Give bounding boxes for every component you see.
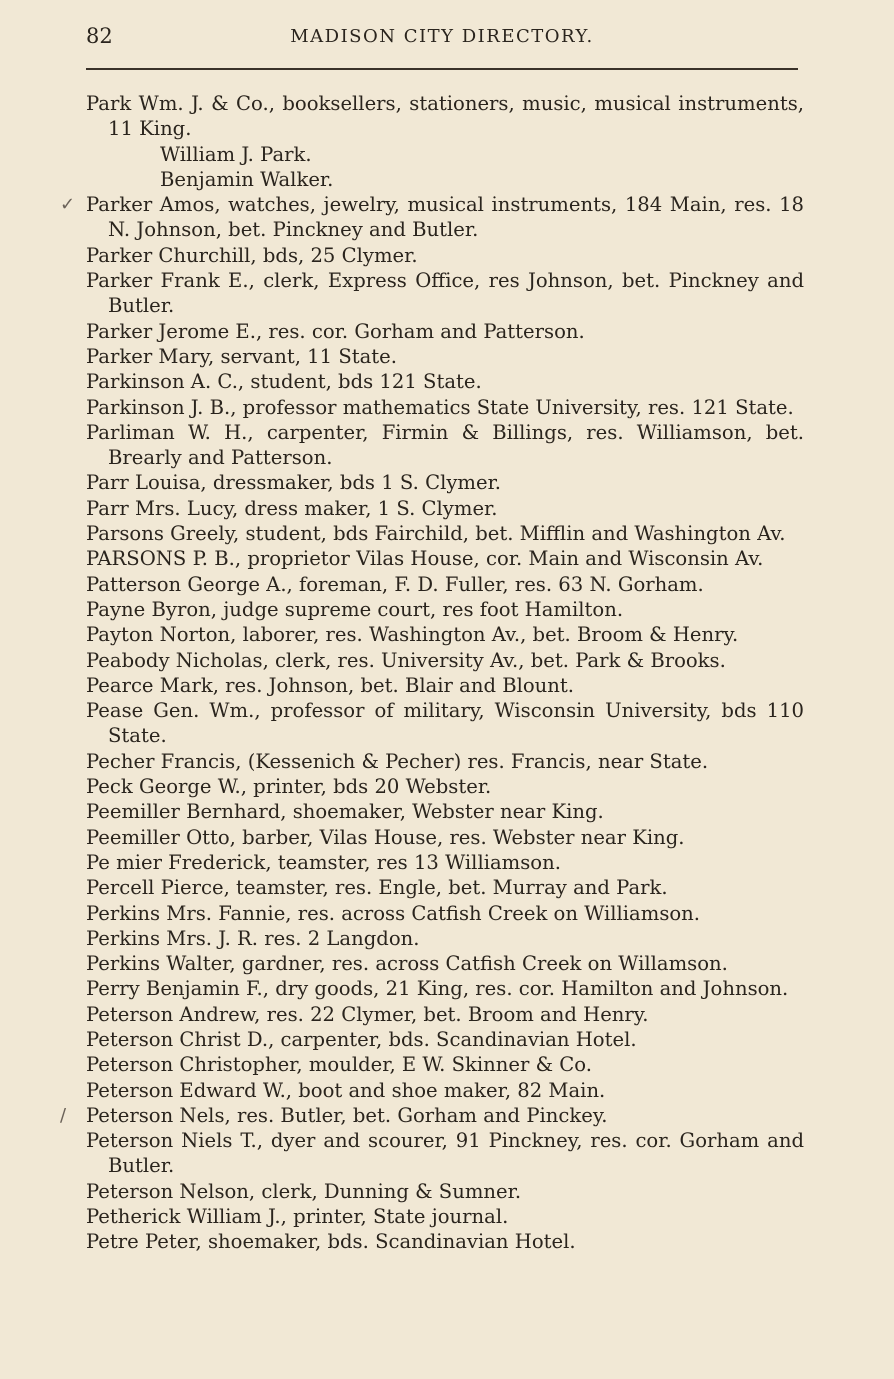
entry-text: Payne Byron, judge supreme court, res foot Hamilton.	[86, 597, 624, 621]
directory-entry	[86, 673, 804, 698]
directory-entry	[86, 1078, 804, 1103]
directory-entry	[86, 597, 804, 622]
directory-entry	[86, 344, 804, 369]
directory-entry	[86, 470, 804, 495]
directory-entry	[86, 369, 804, 394]
directory-entry	[86, 395, 804, 420]
directory-entry	[86, 1002, 804, 1027]
entry-text: Peterson Andrew, res. 22 Clymer, bet. Broom and Henry.	[86, 1002, 649, 1026]
entry-text: Percell Pierce, teamster, res. Engle, bet. Murray and Park.	[86, 876, 668, 900]
entry-text: Parr Louisa, dressmaker, bds 1 S. Clymer.	[86, 471, 502, 495]
entry-text: Pearce Mark, res. Johnson, bet. Blair and Blount.	[86, 673, 575, 697]
entry-text: Parr Mrs. Lucy, dress maker, 1 S. Clymer.	[86, 496, 498, 520]
entry-text: Parkinson A. C., student, bds 121 State.	[86, 370, 482, 394]
entry-text: Pease Gen. Wm., professor of military, Wisconsin University, bds 110 State.	[86, 699, 804, 748]
entry-text: Pecher Francis, (Kessenich & Pecher) res. Francis, near State.	[86, 749, 709, 773]
directory-entry	[86, 951, 804, 976]
directory-entry	[86, 1128, 804, 1179]
entry-text: Payton Norton, laborer, res. Washington Av., bet. Broom & Henry.	[86, 623, 739, 647]
directory-entry	[86, 572, 804, 597]
directory-entry	[86, 268, 804, 319]
directory-entry	[86, 319, 804, 344]
entry-text: Peterson Nels, res. Butler, bet. Gorham and Pinckey.	[86, 1103, 608, 1127]
entry-text: Parker Mary, servant, 11 State.	[86, 344, 398, 368]
entry-text: PARSONS P. B., proprietor Vilas House, cor. Main and Wisconsin Av.	[86, 547, 764, 571]
directory-sub-entry	[86, 167, 804, 192]
directory-entry	[86, 850, 804, 875]
directory-sub-entry	[86, 142, 804, 167]
entry-text: Perkins Walter, gardner, res. across Catfish Creek on Willamson.	[86, 952, 728, 976]
running-title: MADISON CITY DIRECTORY.	[290, 26, 594, 47]
directory-entry	[86, 648, 804, 673]
directory-entry	[86, 1179, 804, 1204]
page-header	[86, 24, 798, 52]
directory-entries	[60, 91, 804, 1255]
entry-text: Petre Peter, shoemaker, bds. Scandinavian Hotel.	[86, 1230, 576, 1254]
entry-text: Peemiller Bernhard, shoemaker, Webster near King.	[86, 800, 604, 824]
directory-entry	[86, 976, 804, 1001]
directory-entry	[86, 1027, 804, 1052]
entry-text: Peterson Christ D., carpenter, bds. Scandinavian Hotel.	[86, 1027, 637, 1051]
entry-text: Peemiller Otto, barber, Vilas House, res. Webster near King.	[86, 825, 685, 849]
directory-entry	[86, 420, 804, 471]
directory-entry	[60, 1103, 804, 1128]
entry-text: Parliman W. H., carpenter, Firmin & Billings, res. Williamson, bet. Brearly and Patterson.	[86, 420, 804, 470]
directory-entry	[86, 825, 804, 850]
entry-text: Parker Churchill, bds, 25 Clymer.	[86, 243, 418, 267]
directory-entry	[86, 799, 804, 824]
directory-entry	[86, 749, 804, 774]
margin-check-mark: ✓	[60, 194, 76, 216]
directory-entry	[86, 1229, 804, 1254]
directory-entry	[86, 926, 804, 951]
entry-text: Peterson Niels T., dyer and scourer, 91 Pinckney, res. cor. Gorham and Butler.	[86, 1129, 804, 1178]
directory-entry	[86, 496, 804, 521]
entry-text: Perkins Mrs. J. R. res. 2 Langdon.	[86, 926, 420, 950]
entry-text: Benjamin Walker.	[160, 167, 334, 191]
directory-entry	[86, 91, 804, 142]
entry-text: Pe mier Frederick, teamster, res 13 Williamson.	[86, 850, 561, 874]
entry-text: William J. Park.	[160, 142, 312, 166]
entry-text: Peterson Edward W., boot and shoe maker, 82 Main.	[86, 1078, 606, 1102]
directory-entry	[60, 192, 804, 243]
entry-text: Perkins Mrs. Fannie, res. across Catfish Creek on Williamson.	[86, 901, 701, 925]
directory-entry	[86, 243, 804, 268]
page-number: 82	[86, 24, 113, 48]
entry-text: Parker Frank E., clerk, Express Office, res Johnson, bet. Pinckney and Butler.	[86, 269, 804, 318]
directory-entry	[86, 546, 804, 571]
directory-entry	[86, 901, 804, 926]
directory-entry	[86, 622, 804, 647]
entry-text: Peterson Nelson, clerk, Dunning & Sumner.	[86, 1179, 522, 1203]
entry-text: Patterson George A., foreman, F. D. Fuller, res. 63 N. Gorham.	[86, 572, 704, 596]
header-rule	[86, 68, 798, 70]
entry-text: Peabody Nicholas, clerk, res. University Av., bet. Park & Brooks.	[86, 648, 726, 672]
entry-text: Parsons Greely, student, bds Fairchild, bet. Mifflin and Washington Av.	[86, 522, 786, 546]
entry-text: Park Wm. J. & Co., booksellers, stationers, music, musical instruments, 11 King.	[86, 92, 804, 141]
entry-text: Parker Jerome E., res. cor. Gorham and Patterson.	[86, 319, 585, 343]
entry-text: Peterson Christopher, moulder, E W. Skinner & Co.	[86, 1053, 592, 1077]
directory-entry	[86, 875, 804, 900]
entry-text: Perry Benjamin F., dry goods, 21 King, res. cor. Hamilton and Johnson.	[86, 977, 789, 1001]
directory-entry	[86, 1052, 804, 1077]
entry-text: Parker Amos, watches, jewelry, musical instruments, 184 Main, res. 18 N. Johnson, bet. Pinckney and Butler.	[86, 193, 804, 242]
directory-entry	[86, 774, 804, 799]
entry-text: Petherick William J., printer, State journal.	[86, 1205, 509, 1229]
directory-entry	[86, 521, 804, 546]
entry-text: Peck George W., printer, bds 20 Webster.	[86, 775, 492, 799]
margin-check-mark: /	[60, 1104, 67, 1126]
directory-entry	[86, 1204, 804, 1229]
entry-text: Parkinson J. B., professor mathematics State University, res. 121 State.	[86, 395, 794, 419]
directory-entry	[86, 698, 804, 749]
